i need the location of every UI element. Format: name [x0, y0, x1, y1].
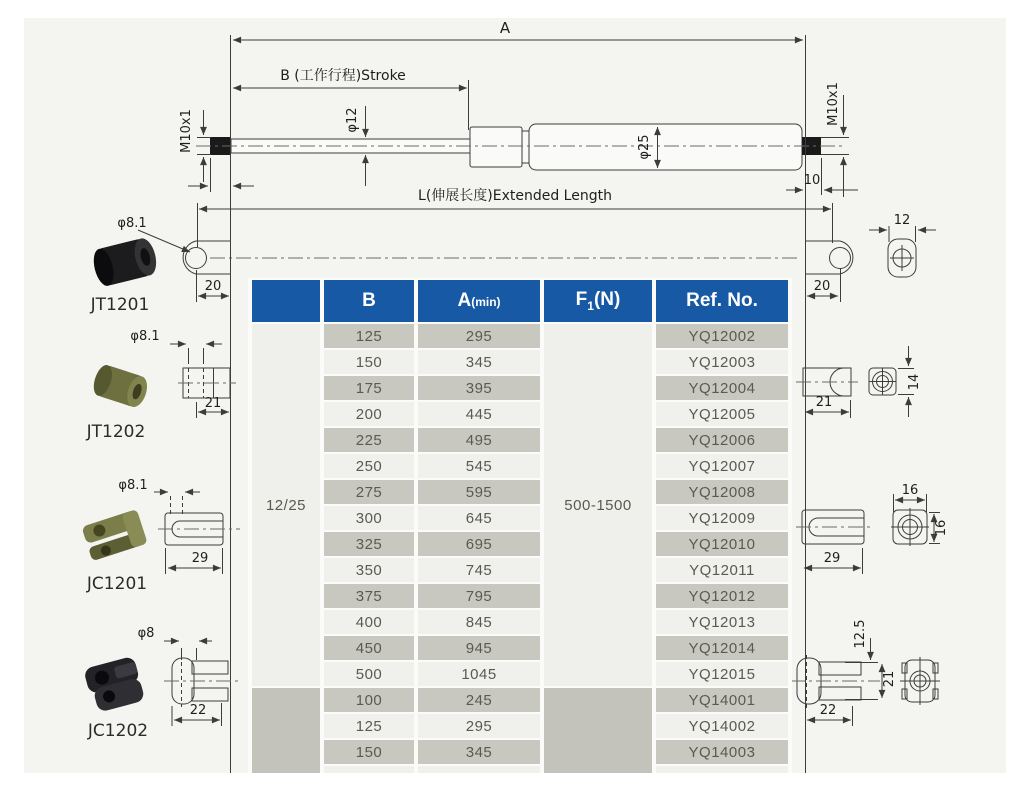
jc1202-photo [83, 656, 145, 714]
jt1202-photo [90, 363, 150, 410]
fitting-jc1201 [81, 478, 240, 594]
cell-b: 325 [324, 532, 414, 556]
cell-ref-no: YQ12009 [656, 506, 788, 530]
cell-a-min: 295 [418, 324, 540, 348]
jc1202-clevis-prong-top [192, 661, 228, 674]
dim-b-label: B (工作行程)Stroke [280, 68, 406, 84]
cell-b: 275 [324, 480, 414, 504]
cell-b: 250 [324, 454, 414, 478]
cell-a-min: 345 [418, 350, 540, 374]
cylinder-tube [529, 124, 802, 170]
tube-collar [470, 127, 522, 167]
jt1201-hole-label: φ8.1 [117, 216, 147, 231]
cell-a-min: 545 [418, 454, 540, 478]
jc1202-code: JC1202 [87, 721, 149, 741]
cell-b: 350 [324, 558, 414, 582]
cell-a-min: 945 [418, 636, 540, 660]
cell-ref-no: YQ12013 [656, 610, 788, 634]
cell-b: 150 [324, 350, 414, 374]
jc1202-hole-label: φ8 [137, 626, 155, 641]
cell-b: 150 [324, 740, 414, 764]
cell-b: 125 [324, 324, 414, 348]
table-row [252, 376, 788, 400]
table-row [252, 506, 788, 530]
dim-a-label: A [499, 19, 511, 37]
cell-b: 100 [324, 688, 414, 712]
jt1201-eyelet-hole [186, 248, 207, 269]
tube-seam [522, 131, 529, 163]
cell-b: 450 [324, 636, 414, 660]
table-row [252, 740, 788, 764]
right-eyelet-dim2-label: 12 [893, 213, 911, 228]
dim-l-label: L(伸展长度)Extended Length [418, 188, 612, 204]
header-a-main: A [457, 290, 472, 311]
fitting-right-block [796, 346, 922, 418]
table-row [252, 610, 788, 634]
cell-a-min: 745 [418, 558, 540, 582]
table-row [252, 454, 788, 478]
table-header-row [252, 280, 788, 322]
cell-b: 400 [324, 610, 414, 634]
right-clevis2-width-label: 22 [819, 703, 837, 718]
table-row [252, 662, 788, 686]
cell-b: 200 [324, 402, 414, 426]
right-clevis2-prong-bottom [819, 687, 861, 700]
fitting-right-clevis1 [796, 483, 949, 574]
right-clevis2-dim2-label: 12.5 [853, 619, 868, 649]
jt1202-hole-label: φ8.1 [130, 329, 160, 344]
cell-a-min: 245 [418, 688, 540, 712]
rod-diameter-label: φ12 [345, 107, 360, 133]
table-row [252, 584, 788, 608]
jc1201-width-label: 29 [191, 551, 209, 566]
cell-ref-no: YQ12008 [656, 480, 788, 504]
table-row [252, 532, 788, 556]
cell-ref-no: YQ12007 [656, 454, 788, 478]
jc1201-hole-label: φ8.1 [118, 478, 148, 493]
cell-b: 375 [324, 584, 414, 608]
table-row [252, 428, 788, 452]
cell-ref-no: YQ12011 [656, 558, 788, 582]
header-b: B [324, 280, 414, 322]
right-block-width-label: 21 [815, 395, 833, 410]
thread-length-label: 10 [803, 173, 821, 188]
cell-a-min: 445 [418, 402, 540, 426]
fitting-right-clevis2 [790, 620, 940, 726]
thread-left-label: M10x1 [179, 109, 194, 153]
cell-ref-no: YQ12014 [656, 636, 788, 660]
jt1202-code: JT1202 [86, 422, 146, 442]
page-margin-bottom [0, 773, 1019, 812]
jt1202-width-label: 21 [204, 396, 222, 411]
header-f-sub: 1 [587, 298, 594, 313]
cell-a-min: 695 [418, 532, 540, 556]
cell-a-min: 495 [418, 428, 540, 452]
jt1201-photo [90, 236, 159, 288]
cell-b: 300 [324, 506, 414, 530]
header-f [544, 280, 652, 322]
cell-a-min: 645 [418, 506, 540, 530]
cell-a-min: 795 [418, 584, 540, 608]
cell-a-min: 295 [418, 714, 540, 738]
cell-a-min: 395 [418, 376, 540, 400]
right-clevis1-dim2-label: 16 [901, 483, 919, 498]
fitting-jt1202 [86, 329, 236, 442]
table-row [252, 402, 788, 426]
cell-b: 175 [324, 376, 414, 400]
cell-b: 225 [324, 428, 414, 452]
right-clevis2-dim3-label: 21 [882, 670, 897, 688]
table-row [252, 480, 788, 504]
header-f-main: F [575, 289, 588, 311]
cell-a-min: 1045 [418, 662, 540, 686]
jc1201-code: JC1201 [86, 574, 148, 594]
cell-ref-no: YQ12015 [656, 662, 788, 686]
jc1202-clevis-prong-bottom [192, 688, 228, 701]
fitting-jt1201 [90, 216, 230, 315]
page-margin-top [0, 0, 1019, 18]
cell-size: 12/25 [252, 324, 320, 686]
cell-ref-no: YQ14002 [656, 714, 788, 738]
right-eyelet-hole [830, 248, 851, 269]
jt1201-width-label: 20 [204, 279, 222, 294]
cell-ref-no: YQ12010 [656, 532, 788, 556]
right-clevis1-dim3-label: 16 [934, 519, 949, 537]
jt1201-code: JT1201 [90, 295, 150, 315]
fitting-right-eyelet [806, 213, 936, 302]
jc1202-width-label: 22 [189, 703, 207, 718]
header-f-unit: (N) [593, 289, 621, 311]
table-row [252, 558, 788, 582]
cell-ref-no: YQ14001 [656, 688, 788, 712]
cell-ref-no: YQ12004 [656, 376, 788, 400]
right-block-dim2-label: 14 [907, 373, 922, 391]
table-row [252, 714, 788, 738]
cell-ref-no: YQ12012 [656, 584, 788, 608]
thread-right-label: M10x1 [826, 82, 841, 126]
header-a [418, 280, 540, 322]
right-clevis1-width-label: 29 [823, 551, 841, 566]
cell-ref-no: YQ12006 [656, 428, 788, 452]
cell-b: 500 [324, 662, 414, 686]
cell-force: 500-1500 [544, 324, 652, 686]
cell-ref-no: YQ12002 [656, 324, 788, 348]
tube-diameter-label: φ25 [637, 134, 652, 160]
cell-ref-no: YQ14003 [656, 740, 788, 764]
table-row [252, 636, 788, 660]
right-clevis2-prong-top [819, 662, 861, 675]
table-row [252, 324, 788, 348]
table-row [252, 688, 788, 712]
table-row [252, 350, 788, 374]
header-ref: Ref. No. [656, 280, 788, 322]
right-eyelet-width-label: 20 [813, 279, 831, 294]
spec-table [248, 278, 792, 792]
jc1201-photo [81, 509, 147, 561]
header-a-sub: (min) [471, 295, 501, 309]
fitting-jc1202 [83, 626, 240, 741]
cell-b: 125 [324, 714, 414, 738]
cell-ref-no: YQ12003 [656, 350, 788, 374]
cell-ref-no: YQ12005 [656, 402, 788, 426]
cell-a-min: 595 [418, 480, 540, 504]
cell-a-min: 845 [418, 610, 540, 634]
spec-table-body [252, 324, 788, 790]
header-size [252, 280, 320, 322]
cell-a-min: 345 [418, 740, 540, 764]
